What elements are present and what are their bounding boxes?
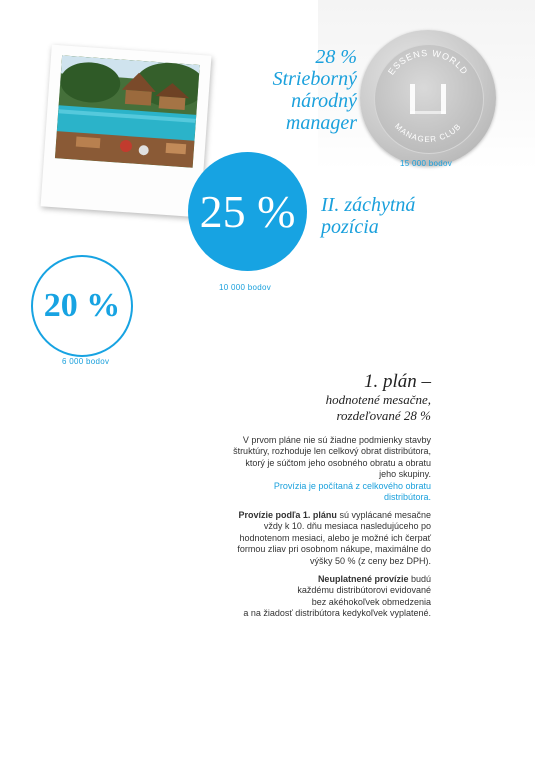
level-25-line1: II. záchytná	[321, 194, 416, 216]
level-25-circle	[188, 152, 307, 271]
plan-p3-line: vždy k 10. dňu mesiaca nasledujúceho po	[263, 521, 431, 532]
level-25-value: 25 %	[199, 186, 296, 237]
plan-p3-first-line	[171, 510, 431, 521]
medal-logo	[360, 30, 496, 166]
plan-p4-line: budú	[408, 574, 431, 584]
plan-p2-line: distribútora.	[383, 492, 431, 503]
plan-subtitle-line1: hodnotené mesačne,	[325, 392, 431, 407]
level-25-points: 10 000 bodov	[219, 283, 272, 292]
level-28-percent: 28 %	[315, 46, 357, 68]
plan-p4-line: a na žiadosť distribútora kedykoľvek vyplatené.	[243, 608, 431, 619]
level-25-line2: pozícia	[321, 216, 379, 238]
resort-photo	[55, 55, 200, 167]
plan-p3-line: sú vyplácané mesačne	[336, 510, 431, 520]
level-20-circle	[31, 255, 133, 357]
plan-p1-line: ktorý je súčtom jeho osobného obratu a obratu	[245, 457, 431, 468]
plan-paragraph-4	[171, 574, 431, 620]
level-28-points: 15 000 bodov	[400, 159, 453, 168]
plan-title: 1. plán –	[363, 371, 431, 392]
medal-text-top: ESSENS WORLD	[385, 47, 471, 77]
medal-text-bottom: MANAGER CLUB	[392, 121, 464, 145]
plan-p4-line: každému distribútorovi evidované	[297, 585, 431, 596]
level-28-line4: manager	[285, 112, 357, 134]
level-28-title	[197, 46, 357, 134]
plan-p3-bold: Provízie podľa 1. plánu	[238, 510, 337, 520]
plan-subtitle	[211, 392, 431, 424]
plan-p3-line: hodnotenom mesiaci, alebo je možné ich čerpať	[239, 532, 431, 543]
level-20-value: 20 %	[43, 287, 121, 324]
level-28-line3: národný	[291, 90, 357, 112]
plan-p4-bold: Neuplatnené provízie	[317, 574, 409, 584]
plan-p1-line: jeho skupiny.	[379, 469, 431, 480]
plan-paragraph-1	[171, 435, 431, 481]
plan-p1-line: V prvom pláne nie sú žiadne podmienky stavby	[242, 435, 431, 445]
plan-p1-line: štruktúry, rozhoduje len celkový obrat distribútora,	[233, 446, 431, 457]
plan-p4-first-line	[171, 574, 431, 585]
plan-p4-line: bez akéhokoľvek obmedzenia	[311, 596, 431, 607]
plan-p3-line: výšky 50 % (z ceny bez DPH).	[309, 555, 431, 566]
manager-club-medal	[360, 30, 496, 166]
plan-p3-line: formou zliav pri osobnom nákupe, maximálne do	[237, 544, 431, 555]
level-28-line2: Strieborný	[272, 68, 357, 90]
level-25-title	[321, 194, 415, 238]
plan-subtitle-line2: rozdeľované 28 %	[336, 408, 431, 423]
plan-paragraph-3	[171, 510, 431, 567]
plan-p2-line: Provízia je počítaná z celkového obratu	[273, 481, 431, 491]
plan-paragraph-2	[171, 481, 431, 504]
resort-photo-frame	[41, 45, 212, 218]
level-20-points: 6 000 bodov	[62, 357, 110, 366]
